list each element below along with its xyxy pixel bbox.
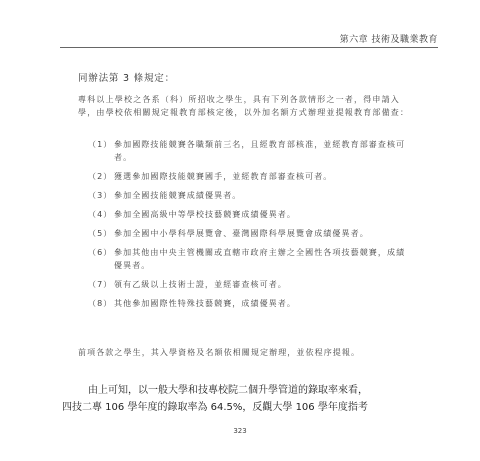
chapter-header: 第六章 技術及職業教育 (339, 35, 438, 45)
list-item (88, 278, 408, 291)
item-number: （3） (88, 191, 113, 200)
body-paragraph (62, 382, 422, 416)
intro-paragraph: 專科以上學校之各系（科）所招收之學生，具有下列各款情形之一者，得申請入學，由學校依相關規定報教育部核定後，以外加名額方式辦理並提報教育部備查： (78, 95, 410, 117)
item-number: （2） (88, 172, 113, 181)
item-text: 參加全國高級中等學校技藝競賽成績優異者。 (114, 210, 296, 219)
item-number: （6） (88, 248, 113, 257)
list-item (88, 170, 408, 183)
list-item (88, 227, 408, 240)
header-rule (60, 47, 438, 48)
body-line-text: 由上可知，以一般大學和技專校院二個升學管道的錄取率來看， (88, 385, 368, 396)
page-number: 323 (233, 427, 247, 435)
item-text: 獲選參加國際技能競賽國手，並經教育部審查核可者。 (114, 172, 333, 181)
item-text: 其他參加國際性特殊技藝競賽，成績優異者。 (114, 299, 296, 308)
item-number: （4） (88, 210, 113, 219)
item-number: （1） (88, 140, 113, 149)
list-item (88, 297, 408, 310)
item-number: （5） (88, 229, 113, 238)
item-number: （8） (88, 299, 113, 308)
lead-paragraph: 同辦法第 3 條規定： (78, 73, 175, 84)
item-text: 參加其他由中央主管機關或直轄市政府主辦之全國性各項技藝競賽，成績優異者。 (114, 248, 406, 270)
list-item (88, 246, 408, 272)
list-item (88, 208, 408, 221)
provision-list (88, 138, 408, 316)
item-number: （7） (88, 280, 113, 289)
list-item (88, 189, 408, 202)
item-text: 參加全國中小學科學展覽會、臺灣國際科學展覽會成績優異者。 (114, 229, 369, 238)
closing-paragraph: 前項各款之學生，其入學資格及名額依相關規定辦理，並依程序提報。 (78, 348, 361, 357)
body-line (62, 382, 422, 399)
body-line: 四技二專 106 學年度的錄取率為 64.5%，反觀大學 106 學年度指考 (62, 402, 368, 413)
item-text: 領有乙級以上技術士證，並經審查核可者。 (114, 280, 287, 289)
list-item (88, 138, 408, 164)
item-text: 參加國際技能競賽各職類前三名，且經教育部核准，並經教育部審查核可者。 (114, 140, 406, 162)
item-text: 參加全國技能競賽成績優異者。 (114, 191, 242, 200)
